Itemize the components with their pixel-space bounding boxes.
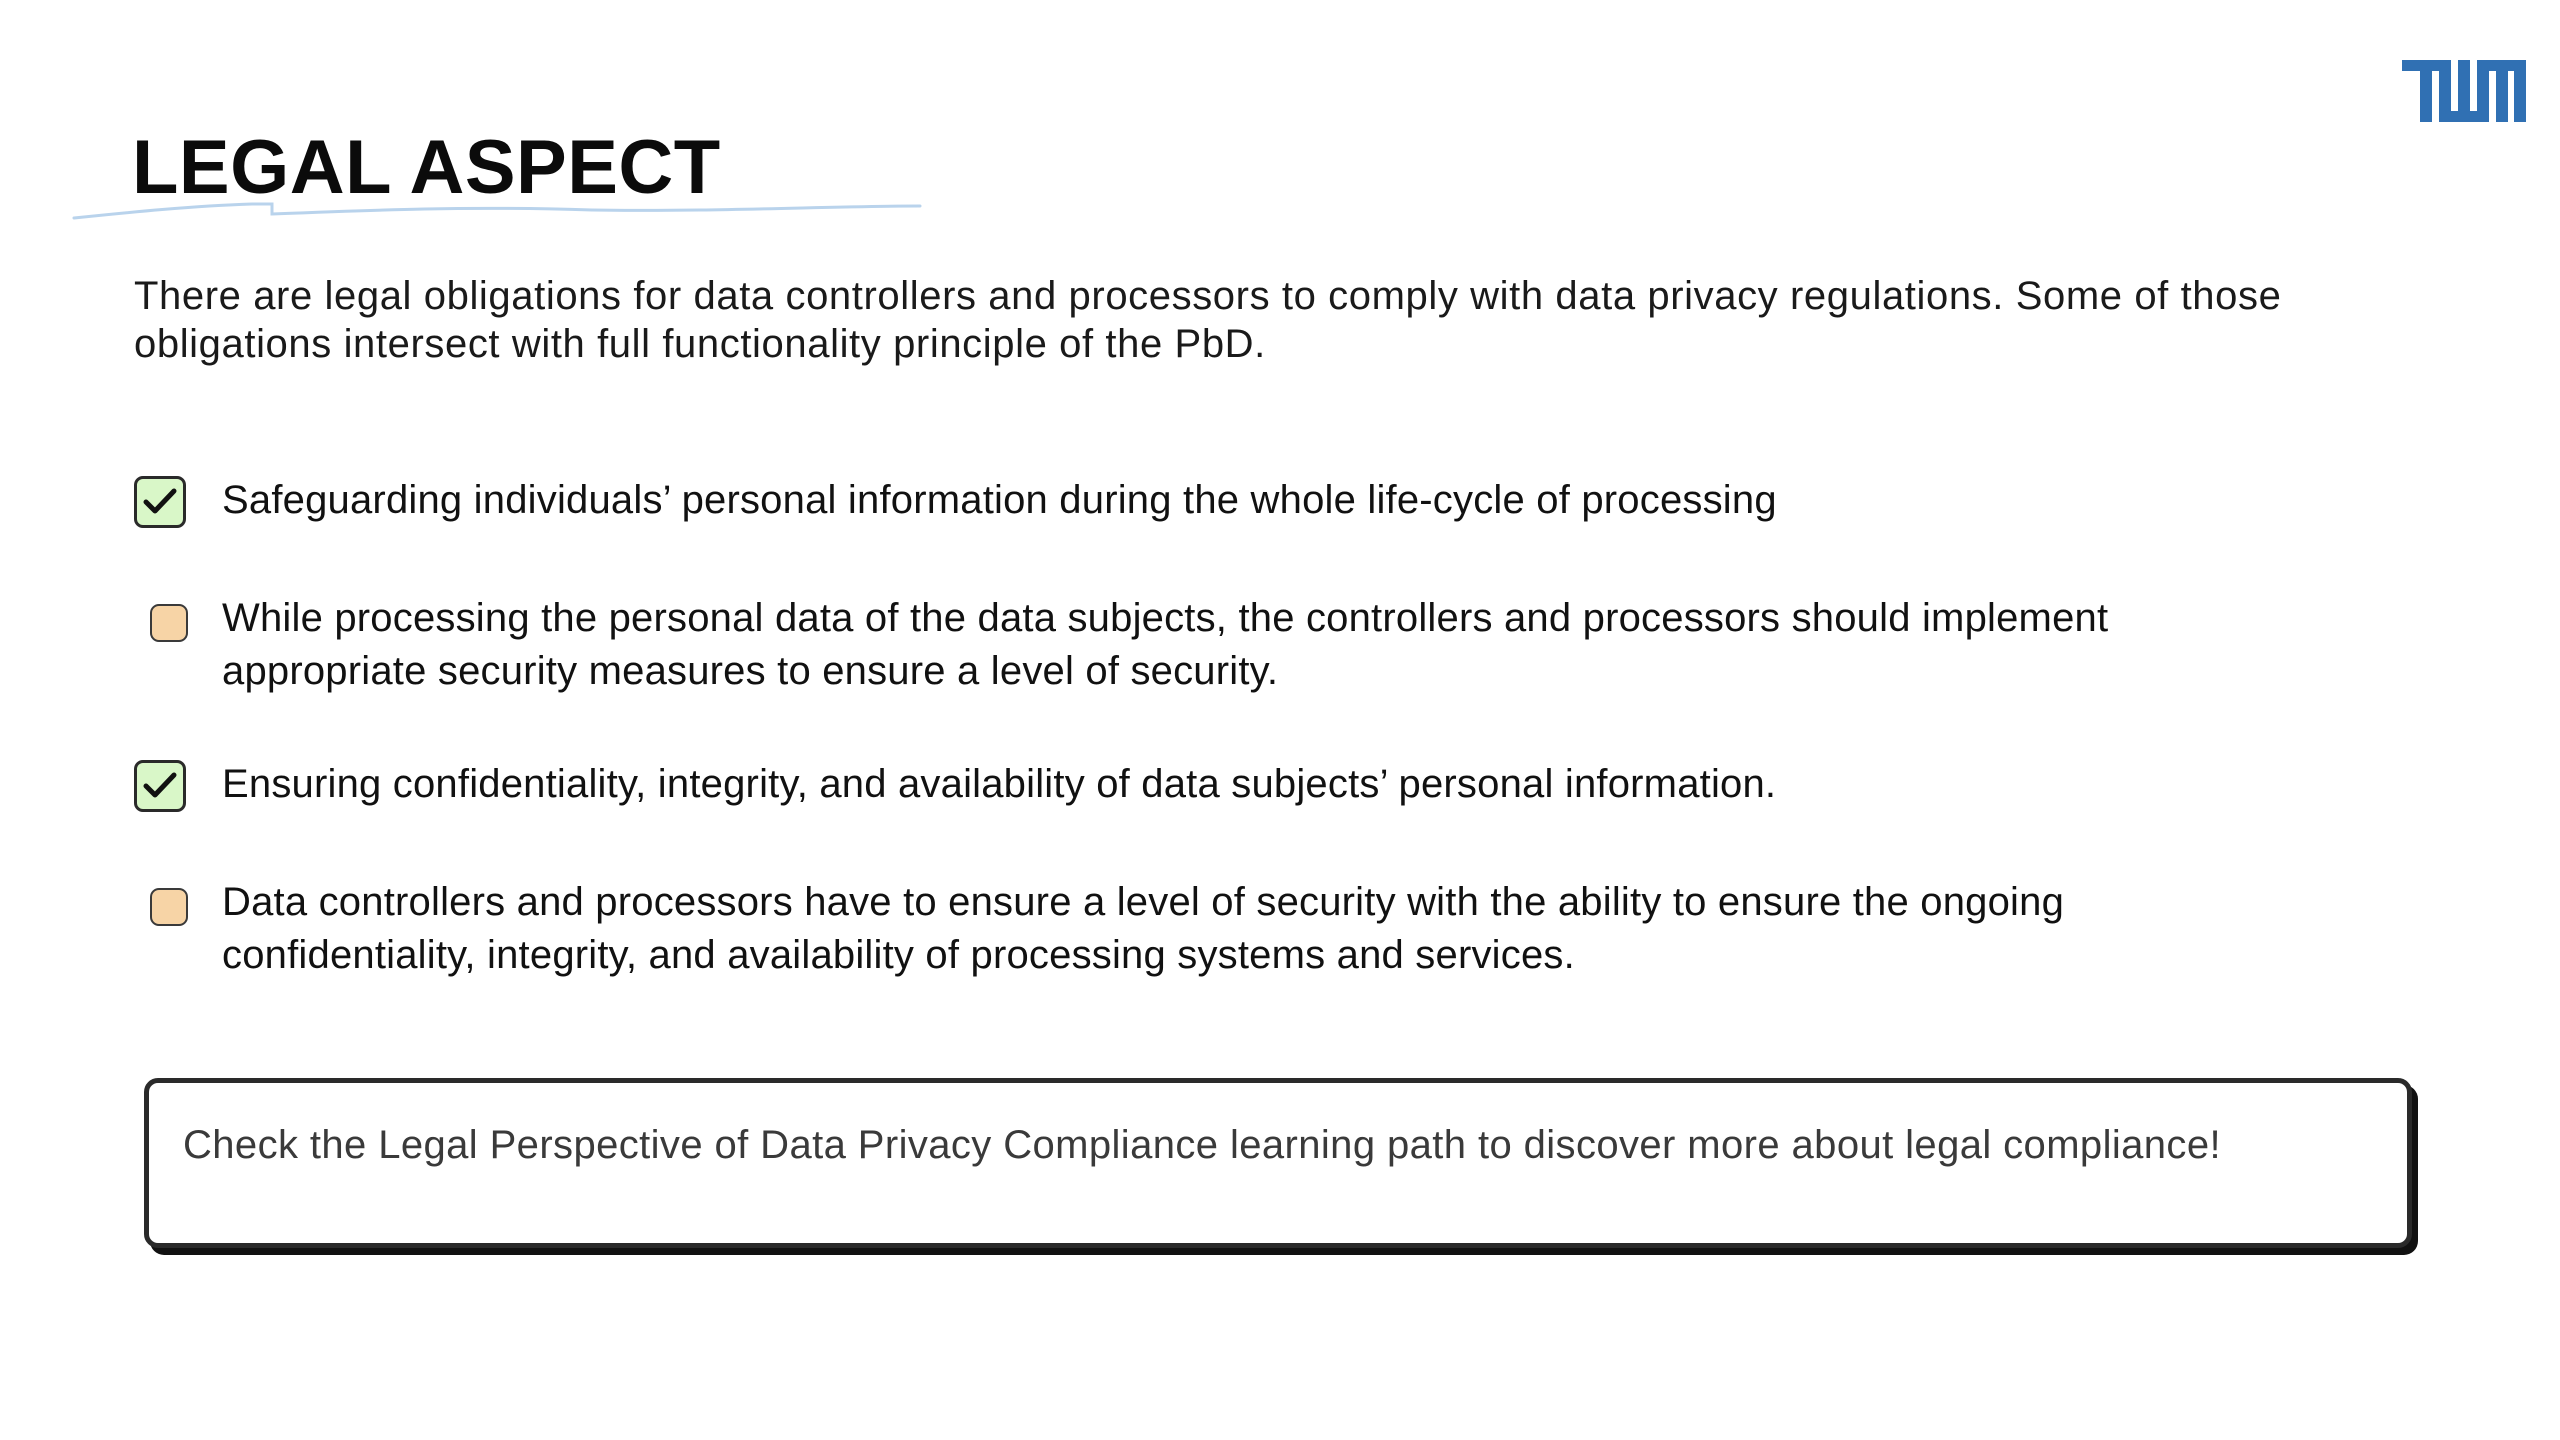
title-block xyxy=(132,118,912,228)
title-underline xyxy=(72,188,922,228)
checkmark-icon xyxy=(143,771,177,801)
checklist-item-text: Ensuring confidentiality, integrity, and availability of data subjects’ personal information. xyxy=(222,762,1777,806)
checkmark-icon xyxy=(143,487,177,517)
checklist-item-text: Data controllers and processors have to ensure a level of security with the ability to ensure the ongoing confidentiality, integrity, and availability of processing systems and services. xyxy=(222,880,2065,977)
checkbox-checked[interactable] xyxy=(134,760,186,812)
checklist-item-text: Safeguarding individuals’ personal information during the whole life-cycle of processing xyxy=(222,478,1777,522)
tum-logo xyxy=(2402,60,2526,122)
checkbox-unchecked[interactable] xyxy=(150,888,188,926)
checkbox-unchecked[interactable] xyxy=(150,604,188,642)
checklist-item-text: While processing the personal data of the data subjects, the controllers and processors should implement appropriate security measures to ensure a level of security. xyxy=(222,596,2109,693)
checkbox-checked[interactable] xyxy=(134,476,186,528)
page-title: LEGAL ASPECT xyxy=(132,125,721,210)
intro-text: There are legal obligations for data controllers and processors to comply with data privacy regulations. Some of those obligations intersect with full functionality principle of the PbD. xyxy=(134,274,2282,366)
info-note-text: Check the Legal Perspective of Data Privacy Compliance learning path to discover more about legal compliance! xyxy=(183,1123,2221,1167)
info-note-box xyxy=(144,1078,2412,1248)
